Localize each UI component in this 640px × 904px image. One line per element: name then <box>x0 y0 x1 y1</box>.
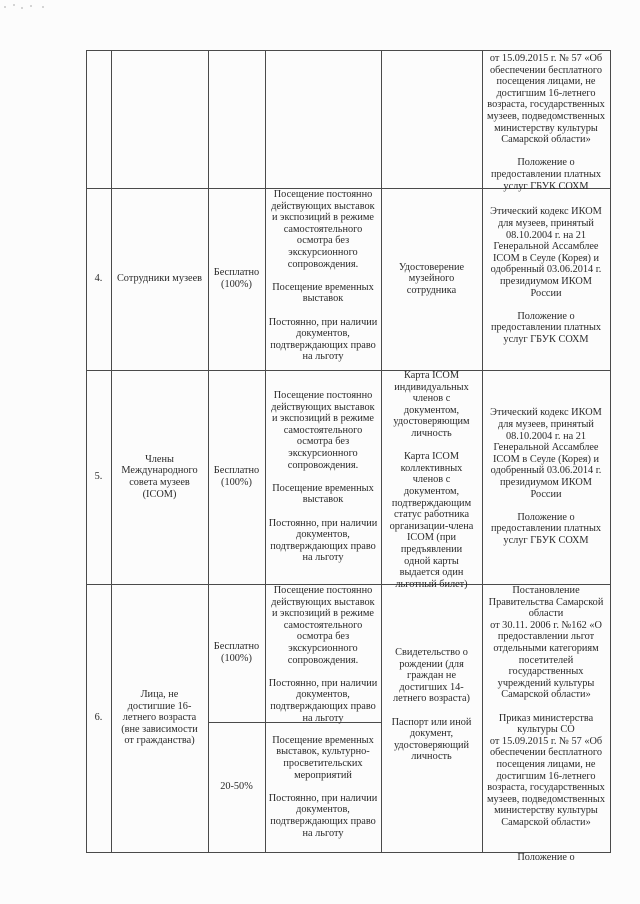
row-4-category-cell <box>111 188 208 370</box>
text-line: документ, <box>409 728 454 740</box>
text-line: предоставлении платных <box>490 322 602 334</box>
paragraph <box>269 390 378 471</box>
text-line: экскурсионного <box>288 246 358 258</box>
text-line: выставок, культурно- <box>276 746 370 758</box>
text-line: музеев, подведомственных <box>487 793 605 805</box>
text-line: посещения лицами, не <box>496 758 596 770</box>
text-line: Посещение постоянно <box>273 189 373 200</box>
row-4-number <box>86 188 111 370</box>
table-border-right <box>610 50 611 853</box>
text-line: посещения лицами, не <box>496 76 596 88</box>
row-6-documents-cell <box>381 584 482 852</box>
cell-text <box>390 370 474 590</box>
text-line: документов, <box>296 529 350 541</box>
text-line: от 30.11. 2006 г. №162 «О <box>490 619 602 631</box>
text-line: учреждений культуры <box>497 677 595 689</box>
paragraph <box>269 317 378 363</box>
text-line: Посещение временных <box>272 482 374 494</box>
text-line: и экспозиций в режиме <box>271 608 374 620</box>
text-line: от гражданства) <box>124 735 195 747</box>
paragraph <box>392 647 472 705</box>
paragraph <box>490 311 602 346</box>
cell-text <box>214 641 259 664</box>
cell-text <box>487 53 605 192</box>
text-line: Бесплатно <box>213 267 260 279</box>
text-line: президиумом ИКОМ <box>500 477 592 488</box>
text-line: и экспозиций в режиме <box>271 413 374 425</box>
text-line: на льготу <box>302 712 344 724</box>
cell-text <box>214 267 259 290</box>
paragraph-gap <box>487 701 605 713</box>
text-line: документов, <box>296 689 350 701</box>
text-line: и экспозиций в режиме <box>271 212 374 224</box>
text-line: коллективных <box>400 462 463 474</box>
text-line: предоставлении льгот <box>497 631 595 643</box>
cell-text <box>487 585 605 863</box>
text-line: музейного <box>408 273 455 285</box>
row-5-documents-cell <box>381 370 482 590</box>
text-line: Постановление <box>512 585 580 596</box>
row-6-basis-cell <box>482 585 610 863</box>
text-line: Посещение временных <box>272 734 374 746</box>
text-line: индивидуальных <box>394 381 469 393</box>
text-line: (100%) <box>221 653 252 664</box>
text-line: экскурсионного <box>288 448 358 460</box>
paragraph <box>269 189 378 270</box>
text-line: удостоверяющим <box>393 416 470 428</box>
text-line: обеспечении бесплатного <box>489 747 603 759</box>
text-line: на льготу <box>302 552 344 564</box>
text-line: выдается один <box>399 567 464 579</box>
text-line: Международного <box>121 465 198 477</box>
text-line: Этический кодекс ИКОМ <box>490 206 602 218</box>
paragraph-gap <box>269 506 378 518</box>
text-line: области <box>528 608 564 620</box>
text-line: Карта ICOM <box>404 451 459 463</box>
text-line: граждан не <box>406 670 457 682</box>
row-5-number <box>86 370 111 584</box>
text-line: членов с <box>412 393 451 405</box>
text-line: подтверждающих право <box>270 540 376 552</box>
paragraph-gap <box>390 440 474 452</box>
text-line: достигших 14- <box>399 681 464 693</box>
row-4-documents-cell <box>381 188 482 370</box>
text-line: документом, <box>403 485 460 497</box>
text-line: России <box>530 287 562 299</box>
cell-text <box>269 585 378 724</box>
text-line: Посещение временных <box>272 281 374 293</box>
text-line: достигшим 16-летнего <box>496 770 596 782</box>
text-line: совета музеев <box>129 477 190 488</box>
row-5-discount-cell <box>208 370 265 584</box>
paragraph-gap <box>269 305 378 317</box>
text-line: членов с <box>412 474 451 486</box>
paragraph-gap <box>269 471 378 483</box>
row-4-basis-cell <box>482 188 610 370</box>
cell-text <box>220 781 253 793</box>
text-line: посетителей <box>518 654 574 666</box>
cell-text <box>490 407 602 546</box>
row-5-basis-cell <box>482 370 610 584</box>
text-line: личность <box>411 427 452 439</box>
text-line: действующих выставок <box>271 200 375 212</box>
text-line: Положение о <box>517 851 575 863</box>
text-line: ICOM в Сеуле (Корея) и <box>492 453 600 465</box>
text-line: Посещение постоянно <box>273 585 373 596</box>
text-line: сопровождения. <box>287 459 359 471</box>
text-line: самостоятельного <box>283 619 363 631</box>
paragraph-gap <box>392 705 472 717</box>
text-line: подтверждающих право <box>270 700 376 712</box>
text-line: отдельными категориям <box>493 642 599 654</box>
text-line: Самарской области» <box>501 816 591 828</box>
text-line: Этический кодекс ИКОМ <box>490 407 602 419</box>
text-line: (100%) <box>221 477 252 488</box>
paragraph <box>487 157 605 192</box>
cell-text <box>269 390 378 564</box>
text-line: достигшие 16- <box>127 700 192 712</box>
paragraph <box>390 451 474 590</box>
text-line: от 15.09.2015 г. № 57 «Об <box>489 735 603 747</box>
text-line: достигшим 16-летнего <box>496 87 596 99</box>
paragraph <box>490 206 602 299</box>
text-line: музеев, подведомственных <box>487 110 605 122</box>
text-line: Свидетельство о <box>395 647 468 659</box>
text-line: сотрудника <box>406 284 457 296</box>
text-line: Положение о <box>517 511 575 523</box>
text-line: осмотра без <box>296 631 350 643</box>
text-line: Посещение постоянно <box>273 390 373 402</box>
cell-text <box>269 189 378 363</box>
text-line: Паспорт или иной <box>391 716 472 728</box>
text-line: действующих выставок <box>271 401 375 413</box>
text-line: подтверждающих право <box>270 815 376 827</box>
text-line: государственных <box>508 666 584 678</box>
text-line: России <box>530 488 562 500</box>
text-line: возраста, государственных <box>487 99 605 111</box>
text-line: президиумом ИКОМ <box>500 276 592 287</box>
text-line: Члены <box>145 453 174 465</box>
row-5-conditions-cell <box>265 370 381 584</box>
cell-text <box>117 273 202 285</box>
text-line <box>487 840 605 852</box>
row-number: 5. <box>94 471 103 483</box>
row-4-discount-cell <box>208 188 265 370</box>
row-cont-basis-cell <box>482 51 610 192</box>
text-line: Самарской области» <box>501 689 591 701</box>
row-6b-conditions-cell <box>265 722 381 852</box>
paragraph <box>269 735 378 781</box>
paragraph-gap <box>269 781 378 793</box>
text-line: услуг ГБУК СОХМ <box>503 180 589 192</box>
paragraph <box>269 483 378 506</box>
paragraph <box>487 585 605 701</box>
text-line: министерству культуры <box>494 805 598 817</box>
text-line: личность <box>411 751 452 763</box>
text-line: просветительских <box>283 758 363 770</box>
paragraph <box>399 262 464 297</box>
cell-text <box>121 454 197 500</box>
text-line: Постоянно, при наличии <box>268 792 378 804</box>
text-line: Лица, не <box>140 689 179 701</box>
text-line: на льготу <box>302 827 344 839</box>
text-line: организации-члена <box>389 520 474 532</box>
text-line: подтверждающих право <box>270 339 376 351</box>
text-line: Бесплатно <box>213 641 260 653</box>
text-line: 20-50% <box>220 781 253 793</box>
text-line: Положение о <box>517 157 575 169</box>
text-line: (100%) <box>221 279 252 290</box>
paragraph-gap <box>269 270 378 282</box>
cell-text <box>490 206 602 345</box>
paragraph <box>487 53 605 146</box>
paragraph <box>269 793 378 839</box>
row-number: 6. <box>94 712 103 724</box>
text-line: услуг ГБУК СОХМ <box>503 333 589 345</box>
text-line: льготный билет) <box>395 578 468 590</box>
cell-text <box>269 735 378 839</box>
text-line: Приказ министерства <box>498 712 594 724</box>
text-line: Постоянно, при наличии <box>268 677 378 689</box>
text-line: выставок <box>302 293 344 305</box>
text-line: для музеев, принятый <box>498 419 594 431</box>
row-6b-discount-cell <box>208 722 265 852</box>
text-line: экскурсионного <box>288 642 358 654</box>
paragraph-gap <box>490 500 602 512</box>
text-line: одной карты <box>404 555 459 567</box>
text-line: культуры СО <box>517 724 575 736</box>
text-line: Карта ICOM <box>404 370 459 381</box>
row-number: 4. <box>94 273 103 285</box>
text-line: документов, <box>296 804 350 816</box>
text-line: сопровождения. <box>287 258 359 270</box>
text-line: осмотра без <box>296 436 350 448</box>
text-line: Постоянно, при наличии <box>268 517 378 529</box>
paragraph <box>390 370 474 440</box>
paragraph-gap <box>490 299 602 311</box>
cell-text <box>392 647 472 763</box>
row-6a-discount-cell <box>208 584 265 722</box>
row-6-category-cell <box>111 584 208 852</box>
row-6a-conditions-cell <box>265 585 381 722</box>
paragraph <box>269 518 378 564</box>
text-line: Бесплатно <box>213 465 260 477</box>
text-line: одобренный 03.06.2014 г. <box>490 465 602 477</box>
text-line: документов, <box>296 328 350 340</box>
text-line: мероприятий <box>294 769 352 781</box>
cell-text <box>121 689 198 747</box>
paragraph <box>487 713 605 829</box>
text-line: предоставлении платных <box>490 168 602 180</box>
text-line: (ICOM) <box>142 488 177 500</box>
text-line: рождении (для <box>399 658 464 670</box>
text-line: Положение о <box>517 310 575 322</box>
text-line: 08.10.2004 г. на 21 <box>505 430 587 442</box>
paragraph <box>487 840 605 863</box>
text-line: удостоверяющий <box>393 739 470 751</box>
cell-text <box>214 465 259 488</box>
text-line: 08.10.2004 г. на 21 <box>505 229 587 241</box>
text-line: самостоятельного <box>283 223 363 235</box>
text-line: министерству культуры <box>494 122 598 134</box>
text-line: ICOM (при <box>406 532 457 544</box>
scan-artifact <box>4 4 44 10</box>
text-line: ICOM в Сеуле (Корея) и <box>492 252 600 264</box>
text-line: действующих выставок <box>271 596 375 608</box>
text-line: осмотра без <box>296 235 350 247</box>
text-line: Генеральной Ассамблее <box>493 442 599 454</box>
text-line: услуг ГБУК СОХМ <box>503 534 589 546</box>
text-line: одобренный 03.06.2014 г. <box>490 264 602 276</box>
text-line: подтверждающим <box>391 497 472 509</box>
paragraph <box>269 678 378 724</box>
text-line: Правительства Самарской <box>488 596 604 608</box>
text-line: обеспечении бесплатного <box>489 64 603 76</box>
paragraph-gap <box>269 666 378 678</box>
paragraph <box>269 585 378 666</box>
text-line: Генеральной Ассамблее <box>493 241 599 253</box>
text-line: предъявлении <box>400 543 463 555</box>
paragraph <box>490 512 602 547</box>
text-line: возраста, государственных <box>487 782 605 794</box>
text-line: самостоятельного <box>283 424 363 436</box>
text-line: Сотрудники музеев <box>116 273 203 285</box>
paragraph <box>490 407 602 500</box>
text-line: предоставлении платных <box>490 523 602 535</box>
text-line: (вне зависимости <box>121 723 198 735</box>
text-line: Самарской области» <box>501 134 591 146</box>
row-6-number <box>86 584 111 852</box>
paragraph-gap <box>487 828 605 840</box>
text-line: Удостоверение <box>398 261 465 273</box>
text-line: выставок <box>302 494 344 506</box>
text-line: сопровождения. <box>287 654 359 666</box>
paragraph <box>392 717 472 763</box>
row-5-category-cell <box>111 370 208 584</box>
paragraph <box>269 282 378 305</box>
text-line: статус работника <box>393 509 470 521</box>
text-line: летнего возраста <box>122 712 197 724</box>
text-line: документом, <box>403 404 460 416</box>
text-line: летнего возраста) <box>393 693 470 705</box>
paragraph-gap <box>487 146 605 158</box>
text-line: Постоянно, при наличии <box>268 316 378 328</box>
text-line: от 15.09.2015 г. № 57 «Об <box>489 53 603 64</box>
text-line: для музеев, принятый <box>498 218 594 230</box>
row-4-conditions-cell <box>265 189 381 370</box>
cell-text <box>399 262 464 297</box>
text-line: на льготу <box>302 351 344 363</box>
